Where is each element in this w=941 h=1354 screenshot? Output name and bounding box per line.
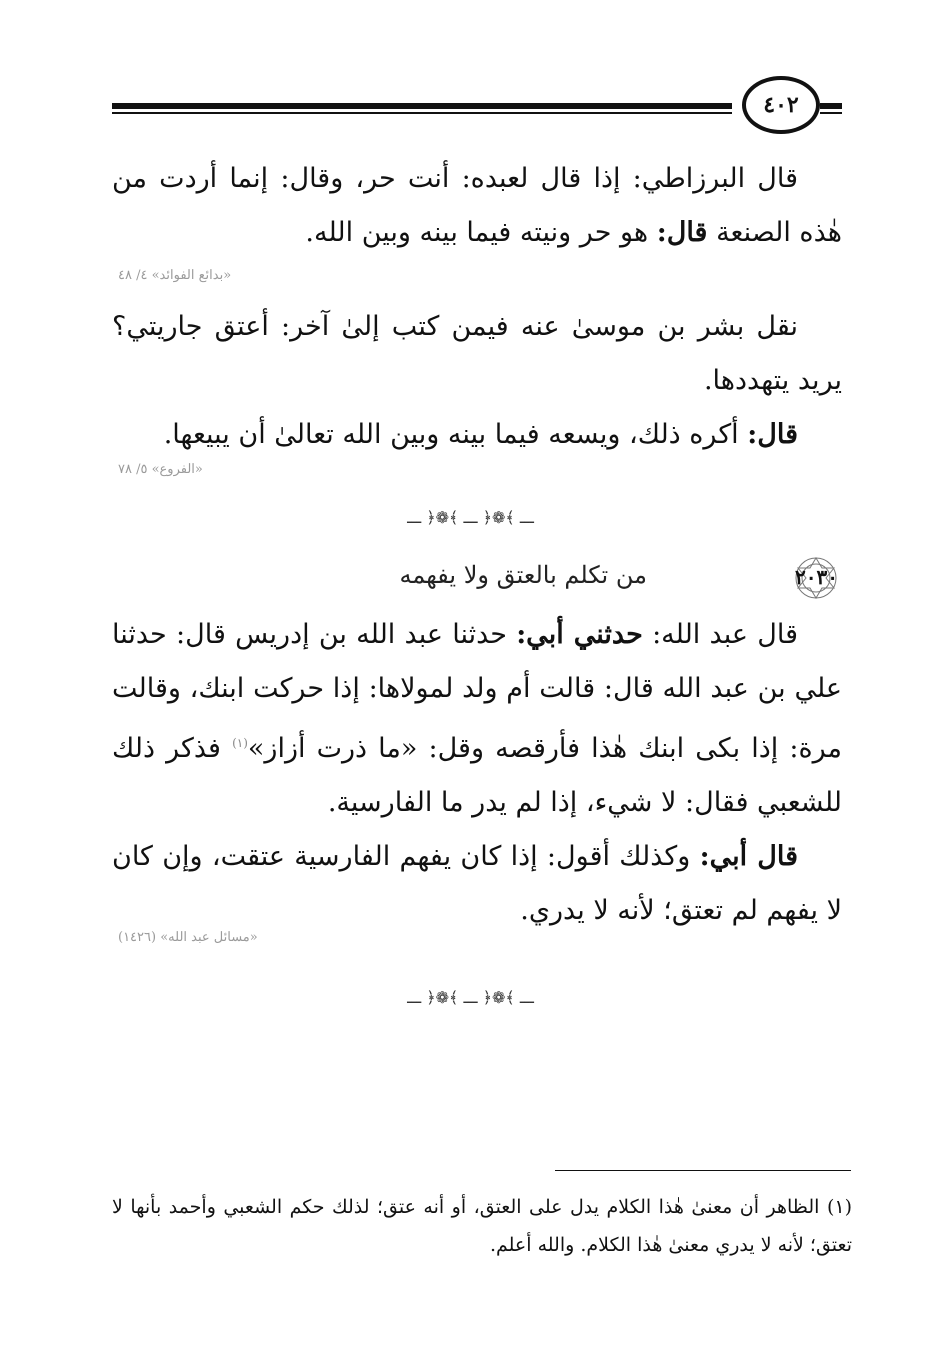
paragraph-text: قال عبد الله: [652,619,798,650]
section-divider-ornament: ـــ ﴾❁﴿ ـــ ﴾❁﴿ ـــ [407,988,534,1007]
speaker-label: قال: [747,419,798,450]
footnote-divider [555,1170,851,1171]
page-number: ٤٠٢ [742,76,820,134]
text-block-3 [112,608,842,938]
header-rule [112,103,732,109]
paragraph [112,608,842,830]
paragraph-text: هو حر ونيته فيما بينه وبين الله. [305,217,649,248]
section-divider-ornament: ـــ ﴾❁﴿ ـــ ﴾❁﴿ ـــ [407,508,534,527]
source-citation: «الفروع» ٥/ ٧٨ [118,462,203,477]
footnote [112,1188,852,1264]
paragraph: نقل بشر بن موسىٰ عنه فيمن كتب إلىٰ آخر: أعتق جاريتي؟ يريد يتهددها. [112,311,842,396]
paragraph [112,830,842,938]
source-citation: «مسائل عبد الله» (١٤٢٦) [118,930,258,945]
header-rule-thin [112,112,732,114]
speaker-label: حدثني أبي: [516,619,643,650]
paragraph-text: وكذلك أقول: إذا كان يفهم الفارسية عتقت، وإن كان لا يفهم لم تعتق؛ لأنه لا يدري. [112,841,842,926]
header-rule-right-thin [820,112,842,114]
paragraph-text: فذكر ذلك للشعبي فقال: لا شيء، إذا لم يدر ما الفارسية. [112,733,842,818]
source-citation: «بدائع الفوائد» ٤/ ٤٨ [118,268,232,283]
paragraph-text: حدثنا عبد الله بن إدريس قال: حدثنا علي بن عبد الله قال: قالت أم ولد لمولاها: إذا حركت ابنك، وقالت مرة: إذا بكى ابنك هٰذا فأرقصه وقل: «ما ذرت أزاز» [112,619,842,764]
paragraph [112,408,842,462]
section-number: ٢٠٣٠ [795,565,838,589]
page-header [112,70,842,130]
text-block-1 [112,152,842,260]
section-title: من تكلم بالعتق ولا يفهمه [399,561,647,589]
speaker-label: قال: [656,217,708,248]
speaker-label: قال أبي: [699,841,798,872]
header-rule-right [820,103,842,109]
paragraph-text: أكره ذلك، ويسعه فيما بينه وبين الله تعالىٰ أن يبيعها. [163,419,739,450]
footnote-text: (١) الظاهر أن معنىٰ هٰذا الكلام يدل على العتق، أو أنه عتق؛ لذلك حكم الشعبي وأحمد بأنها لا تعتق؛ لأنه لا يدري معنىٰ هٰذا الكلام. والله أعلم. [112,1196,852,1256]
text-block-2 [112,300,842,462]
section-heading [112,555,842,605]
paragraph-text: قال البرزاطي: إذا قال لعبده: أنت حر، وقال: إنما أردت من هٰذه الصنعة [112,163,842,248]
paragraph [112,152,842,260]
footnote-marker[interactable]: (١) [232,736,248,750]
